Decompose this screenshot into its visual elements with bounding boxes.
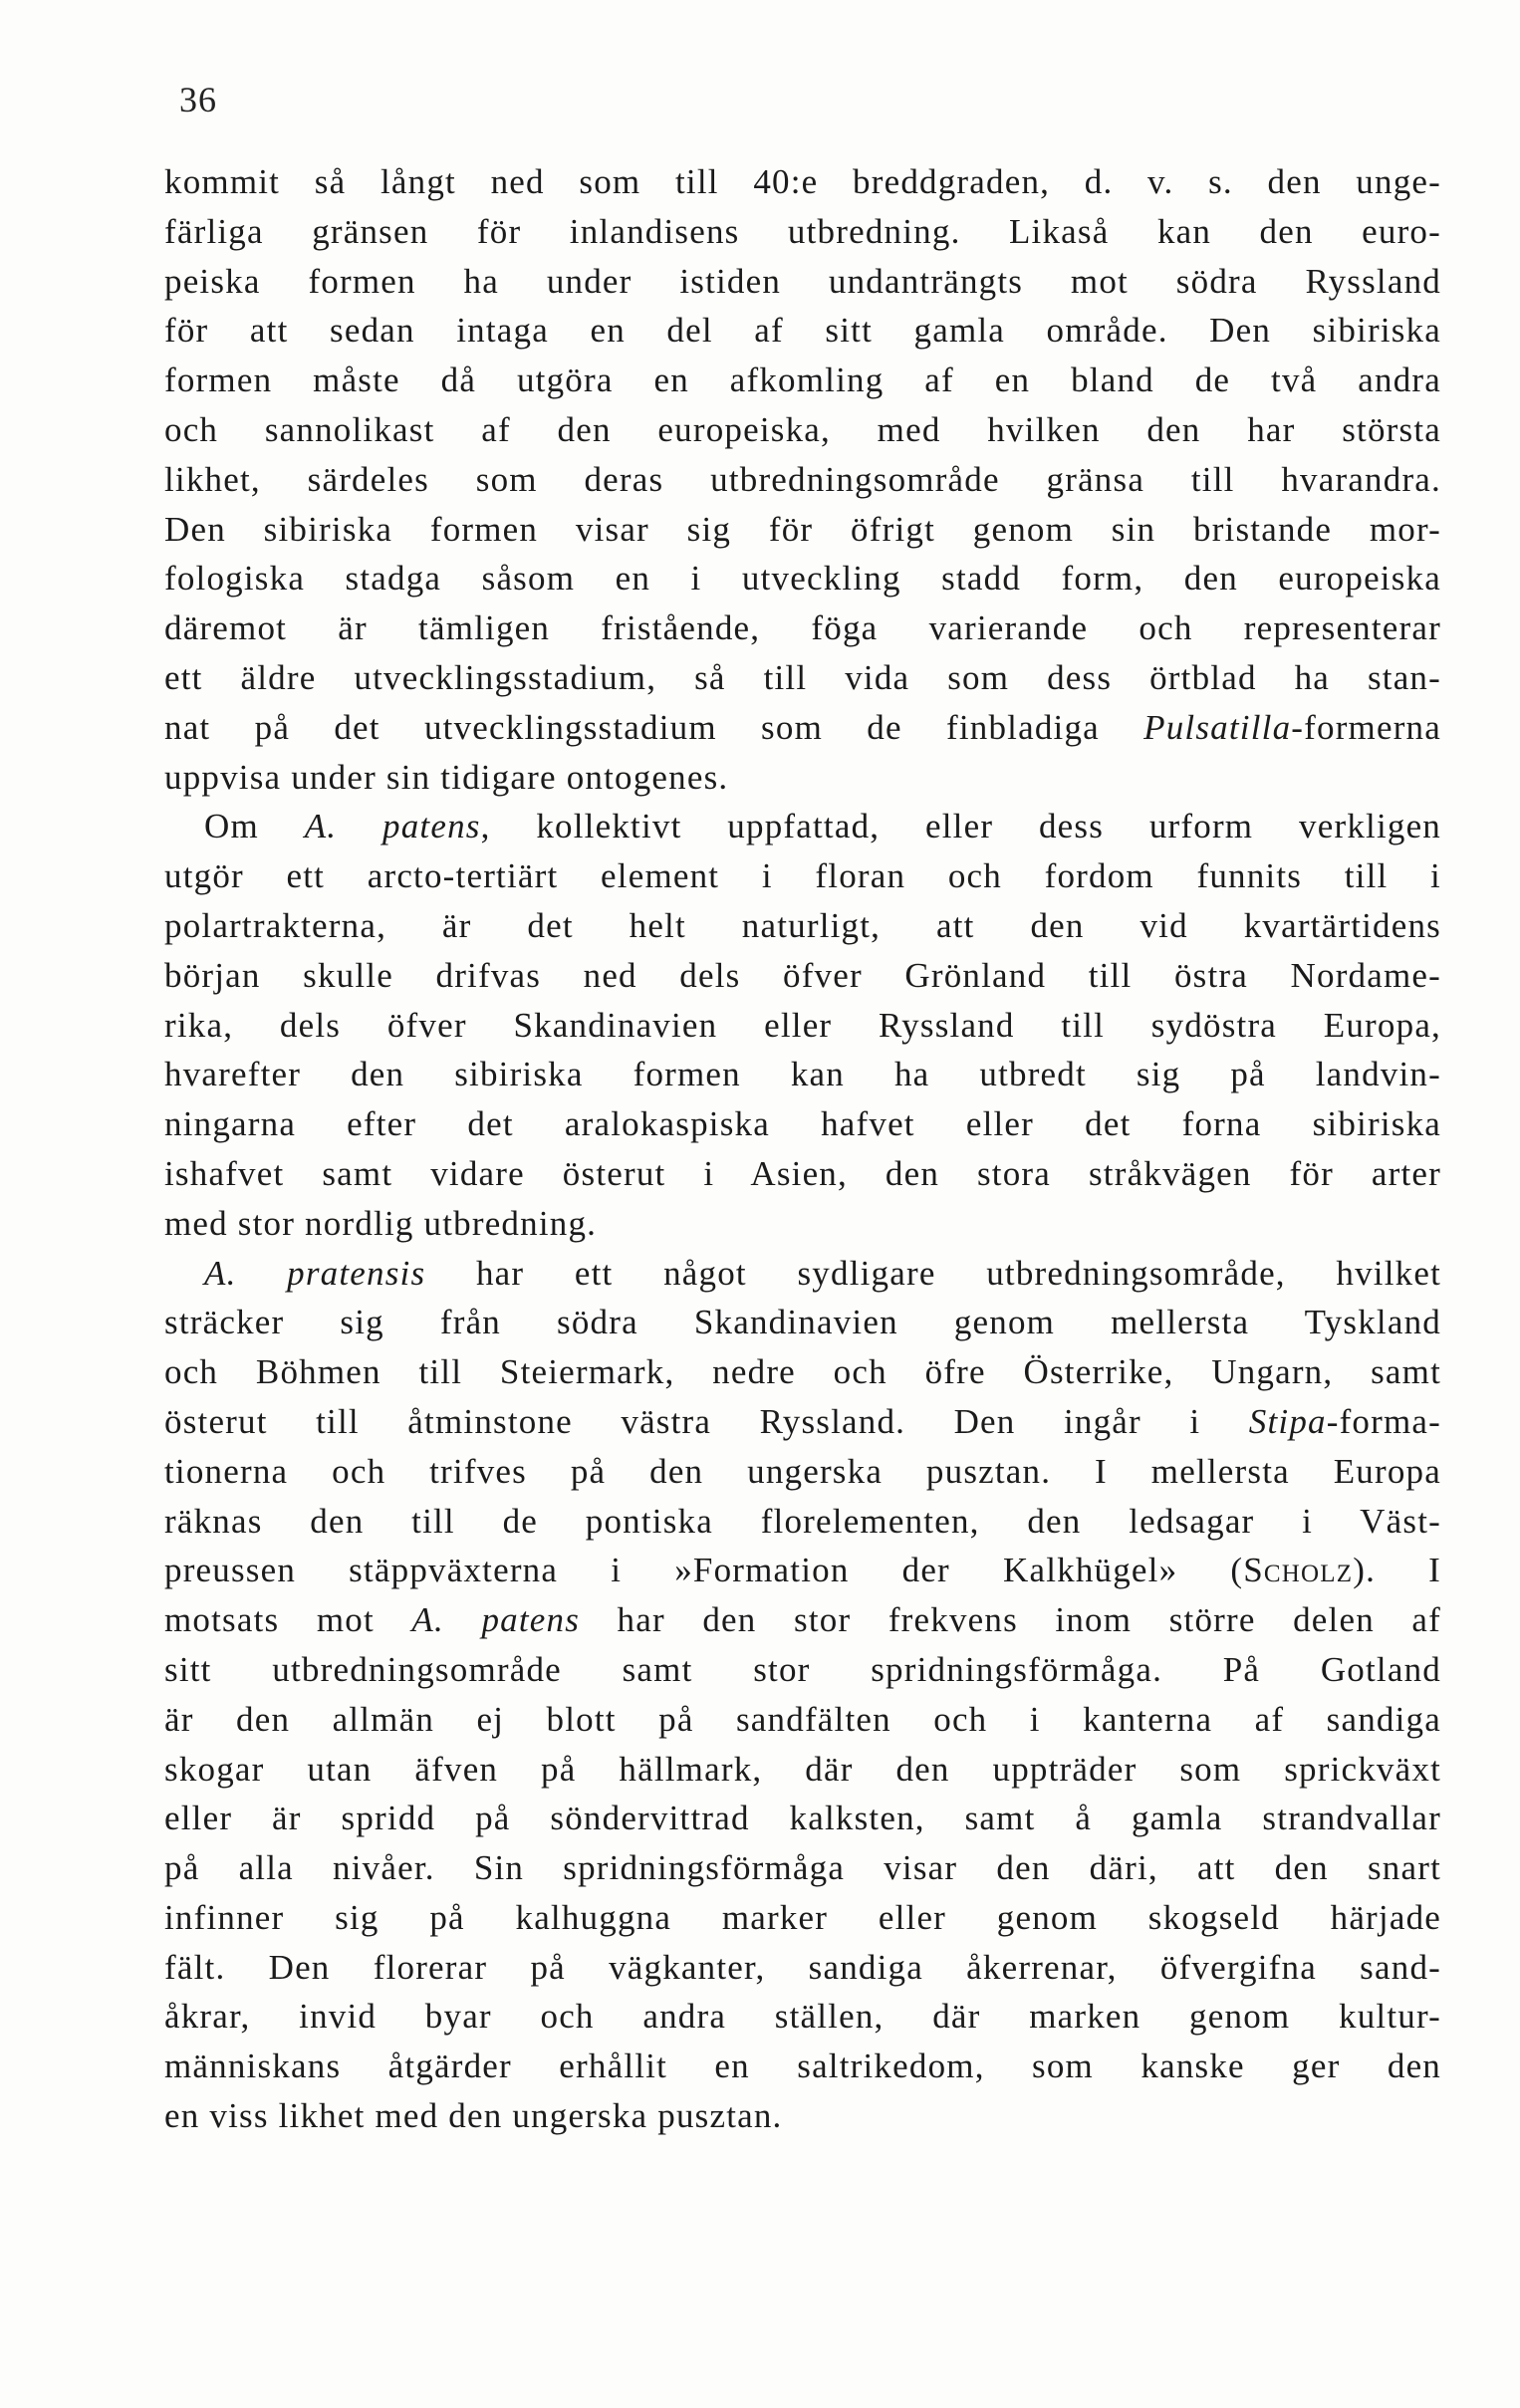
text-segment: en viss likhet med den ungerska pusztan. (164, 2096, 783, 2136)
text-segment: människans åtgärder erhållit en saltrikedom, som kanske ger den (164, 2047, 1441, 2086)
text-segment: Om (204, 807, 305, 846)
text-line (164, 1546, 1441, 1595)
text-line (164, 1497, 1441, 1547)
text-segment: nat på det utvecklingsstadium som de finbladiga (164, 707, 1144, 747)
text-segment: , kollektivt uppfattad, eller dess urform verkligen (480, 807, 1441, 846)
text-line (164, 1199, 1441, 1249)
text-segment: på alla nivåer. Sin spridningsförmåga visar den däri, att den snart (164, 1848, 1441, 1888)
text-segment: infinner sig på kalhuggna marker eller genom skogseld härjade (164, 1897, 1441, 1937)
text-line (164, 753, 1441, 803)
text-line (164, 356, 1441, 405)
italic-text: A. patens (411, 1600, 581, 1640)
text-line (164, 1347, 1441, 1397)
text-segment: åkrar, invid byar och andra ställen, där marken genom kultur- (164, 1997, 1441, 2037)
text-line (164, 257, 1441, 307)
text-segment: fält. Den florerar på vägkanter, sandiga åkerrenar, öfvergifna sand- (164, 1947, 1441, 1987)
text-segment: ishafvet samt vidare österut i Asien, den stora stråkvägen för arter (164, 1153, 1441, 1193)
page-number: 36 (179, 80, 217, 120)
body-text (164, 157, 1441, 2141)
text-line (164, 603, 1441, 653)
text-segment: preussen stäppväxterna i »Formation der Kalkhügel» ( (164, 1551, 1244, 1590)
text-segment: med stor nordlig utbredning. (164, 1203, 598, 1243)
text-segment: sitt utbredningsområde samt stor spridningsförmåga. På Gotland (164, 1649, 1441, 1689)
text-line (164, 951, 1441, 1001)
text-line (164, 1893, 1441, 1943)
text-segment: räknas den till de pontiska florelementen, den ledsagar i Väst- (164, 1501, 1441, 1541)
italic-text: Pulsatilla (1143, 707, 1292, 747)
text-segment: och Böhmen till Steiermark, nedre och öfre Österrike, Ungarn, samt (164, 1352, 1441, 1392)
text-segment: för att sedan intaga en del af sitt gamla område. Den sibiriska (164, 311, 1441, 351)
text-line (164, 1249, 1441, 1299)
text-segment: kommit så långt ned som till 40:e breddgraden, d. v. s. den unge- (164, 162, 1441, 201)
text-line (164, 1745, 1441, 1795)
text-segment: är den allmän ej blott på sandfälten och i kanterna af sandiga (164, 1699, 1441, 1739)
text-segment: uppvisa under sin tidigare ontogenes. (164, 757, 729, 797)
text-segment: har ett något sydligare utbredningsområde, hvilket (425, 1253, 1441, 1293)
text-line (164, 207, 1441, 257)
text-line (164, 306, 1441, 356)
italic-text: A. patens (304, 807, 481, 846)
text-segment: utgör ett arcto-tertiärt element i floran och fordom funnits till i (164, 856, 1441, 896)
text-segment: eller är spridd på söndervittrad kalksten, samt å gamla strandvallar (164, 1799, 1441, 1838)
text-segment: hvarefter den sibiriska formen kan ha utbredt sig på landvin- (164, 1055, 1441, 1094)
text-segment: tionerna och trifves på den ungerska pusztan. I mellersta Europa (164, 1451, 1441, 1491)
text-line (164, 2042, 1441, 2091)
text-line (164, 851, 1441, 901)
text-segment: ). I (1353, 1551, 1441, 1590)
text-line (164, 1695, 1441, 1745)
text-line (164, 554, 1441, 603)
text-line (164, 157, 1441, 207)
text-segment: ett äldre utvecklingsstadium, så till vida som dess örtblad ha stan- (164, 657, 1441, 697)
text-line (164, 1099, 1441, 1149)
text-segment: formen måste då utgöra en afkomling af en bland de två andra (164, 361, 1441, 400)
text-line (164, 653, 1441, 703)
text-line (164, 1992, 1441, 2042)
text-line (164, 1595, 1441, 1645)
text-segment: likhet, särdeles som deras utbredningsområde gränsa till hvarandra. (164, 459, 1441, 499)
text-line (164, 1298, 1441, 1347)
text-line (164, 802, 1441, 851)
text-line (164, 2091, 1441, 2141)
small-caps-text: Scholz (1243, 1551, 1354, 1590)
text-line (164, 455, 1441, 505)
text-segment: polartrakterna, är det helt naturligt, att den vid kvartärtidens (164, 905, 1441, 945)
text-line (164, 703, 1441, 753)
text-segment: österut till åtminstone västra Ryssland. Den ingår i (164, 1401, 1249, 1441)
text-segment: och sannolikast af den europeiska, med hvilken den har största (164, 409, 1441, 449)
text-segment: färliga gränsen för inlandisens utbredning. Likaså kan den euro- (164, 211, 1441, 251)
text-line (164, 901, 1441, 951)
text-segment: -formerna (1291, 707, 1441, 747)
text-segment: motsats mot (164, 1600, 412, 1640)
text-line (164, 1001, 1441, 1051)
text-segment: rika, dels öfver Skandinavien eller Ryssland till sydöstra Europa, (164, 1005, 1441, 1045)
text-line (164, 1397, 1441, 1447)
text-line (164, 1645, 1441, 1695)
text-segment: sträcker sig från södra Skandinavien genom mellersta Tyskland (164, 1303, 1441, 1342)
text-line (164, 1050, 1441, 1099)
text-segment: fologiska stadga såsom en i utveckling stadd form, den europeiska (164, 559, 1441, 599)
italic-text: Stipa (1248, 1401, 1327, 1441)
text-line (164, 505, 1441, 555)
text-segment: däremot är tämligen fristående, föga varierande och representerar (164, 608, 1441, 648)
text-line (164, 1149, 1441, 1199)
text-segment: -forma- (1326, 1401, 1441, 1441)
text-segment: har den stor frekvens inom större delen af (580, 1600, 1441, 1640)
text-line (164, 1943, 1441, 1993)
text-segment: Den sibiriska formen visar sig för öfrigt genom sin bristande mor- (164, 509, 1441, 549)
text-line (164, 405, 1441, 455)
text-line (164, 1447, 1441, 1497)
text-segment: början skulle drifvas ned dels öfver Grönland till östra Nordame- (164, 955, 1441, 995)
text-line (164, 1843, 1441, 1893)
text-segment: skogar utan äfven på hällmark, där den uppträder som sprickväxt (164, 1749, 1441, 1789)
text-line (164, 1794, 1441, 1843)
text-segment: peiska formen ha under istiden undanträngts mot södra Ryssland (164, 261, 1441, 301)
italic-text: A. pratensis (204, 1253, 426, 1293)
text-segment: ningarna efter det aralokaspiska hafvet eller det forna sibiriska (164, 1104, 1441, 1144)
